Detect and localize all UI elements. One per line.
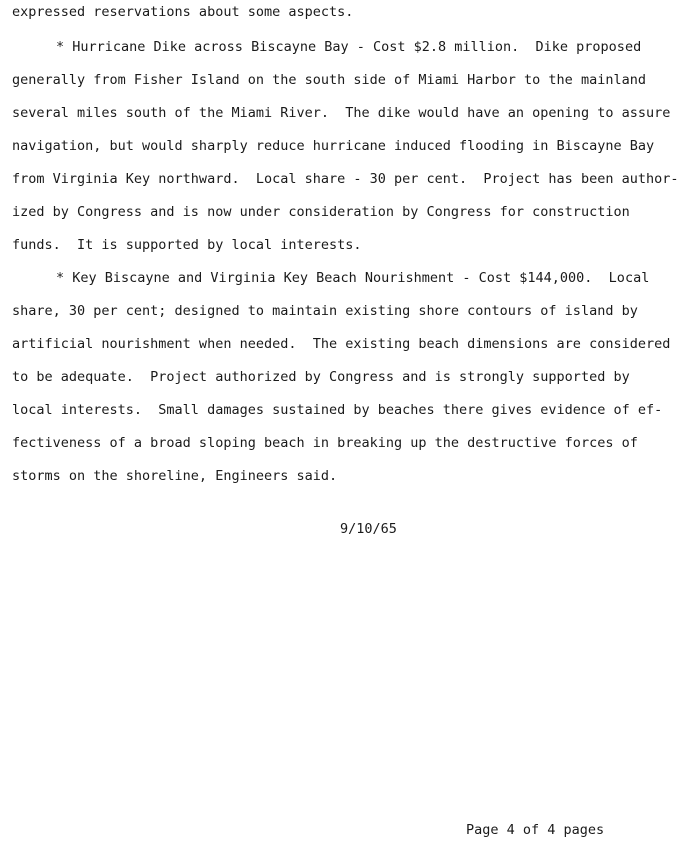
text-line: several miles south of the Miami River. The dike would have an opening to assure <box>12 105 671 121</box>
text-line: ized by Congress and is now under consideration by Congress for construction <box>12 204 630 220</box>
text-line: from Virginia Key northward. Local share - 30 per cent. Project has been author- <box>12 171 679 187</box>
text-line: local interests. Small damages sustained by beaches there gives evidence of ef- <box>12 402 663 418</box>
paragraph-beach-nourishment-start: * Key Biscayne and Virginia Key Beach Nourishment - Cost $144,000. Local <box>56 270 650 286</box>
text-line: storms on the shoreline, Engineers said. <box>12 468 338 484</box>
page-footer: Page 4 of 4 pages <box>466 822 605 838</box>
text-line: expressed reservations about some aspects. <box>12 4 354 20</box>
text-line: navigation, but would sharply reduce hurricane induced flooding in Biscayne Bay <box>12 138 655 154</box>
paragraph-hurricane-dike-start: * Hurricane Dike across Biscayne Bay - Cost $2.8 million. Dike proposed <box>56 39 642 55</box>
text-line: fectiveness of a broad sloping beach in breaking up the destructive forces of <box>12 435 638 451</box>
text-line: funds. It is supported by local interests. <box>12 237 362 253</box>
document-date: 9/10/65 <box>340 521 397 537</box>
text-line: generally from Fisher Island on the south side of Miami Harbor to the mainland <box>12 72 646 88</box>
text-line: share, 30 per cent; designed to maintain existing shore contours of island by <box>12 303 638 319</box>
text-line: artificial nourishment when needed. The existing beach dimensions are considered <box>12 336 671 352</box>
text-line: to be adequate. Project authorized by Congress and is strongly supported by <box>12 369 630 385</box>
